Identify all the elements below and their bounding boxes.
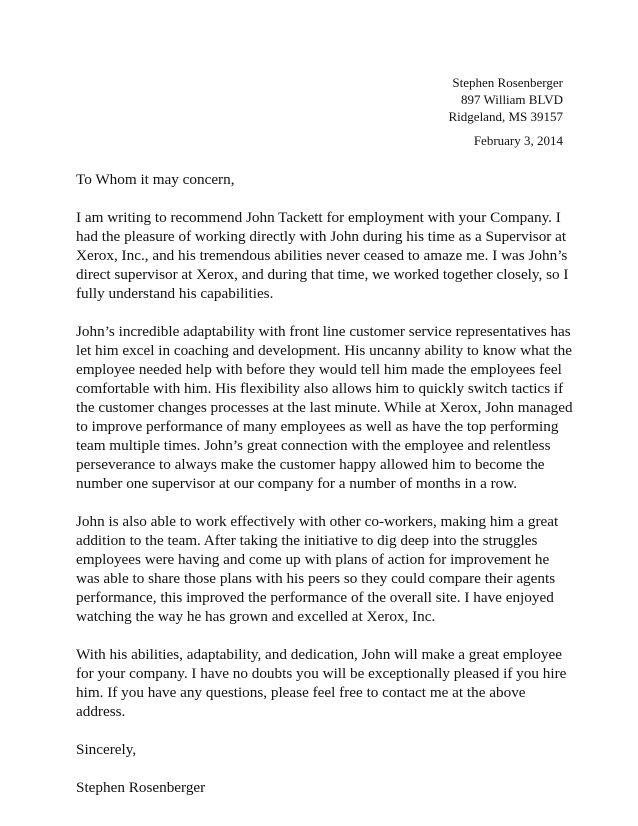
sender-name: Stephen Rosenberger	[452, 75, 563, 90]
sender-street: 897 William BLVD	[460, 92, 563, 107]
paragraph-4: With his abilities, adaptability, and dedication, John will make a great employee for your company. I have no doubts you will be exceptionally pleased if you hire him. If you have any questions, please feel free to contact me at the above address.	[76, 646, 567, 720]
valediction: Sincerely,	[76, 741, 137, 758]
paragraph-3: John is also able to work effectively with other co-workers, making him a great addition to the team. After taking the initiative to dig deep into the struggles employees were having and come up with plans of action for improvement he was able to share those plans with his peers so they could compare their agents performance, this improved the performance of the overall site. I have enjoyed watching the way he has grown and excelled at Xerox, Inc.	[76, 513, 559, 625]
signer-name: Stephen Rosenberger	[76, 779, 206, 796]
paragraph-1: I am writing to recommend John Tackett for employment with your Company. I had the pleasure of working directly with John during his time as a Supervisor at Xerox, Inc., and his tremendous abilities never ceased to amaze me. I was John’s direct supervisor at Xerox, and during that time, we worked together closely, so I fully understand his capabilities.	[76, 209, 569, 302]
letter-date: February 3, 2014	[473, 133, 563, 148]
closing-block	[76, 740, 574, 797]
sender-address-block	[449, 74, 563, 125]
salutation: To Whom it may concern,	[76, 171, 235, 188]
paragraph-2: John’s incredible adaptability with front line customer service representatives has let him excel in coaching and development. His uncanny ability to know what the employee needed help with before they would tell him made the employees feel comfortable with him. His flexibility also allows him to quickly switch tactics if the customer changes processes at the last minute. While at Xerox, John managed to improve performance of many employees as well as have the top performing team multiple times. John’s great connection with the employee and relentless perseverance to always make the customer happy allowed him to become the number one supervisor at our company for a number of months in a row.	[76, 323, 573, 492]
sender-city-state-zip: Ridgeland, MS 39157	[448, 109, 563, 124]
letter-body	[76, 170, 574, 816]
